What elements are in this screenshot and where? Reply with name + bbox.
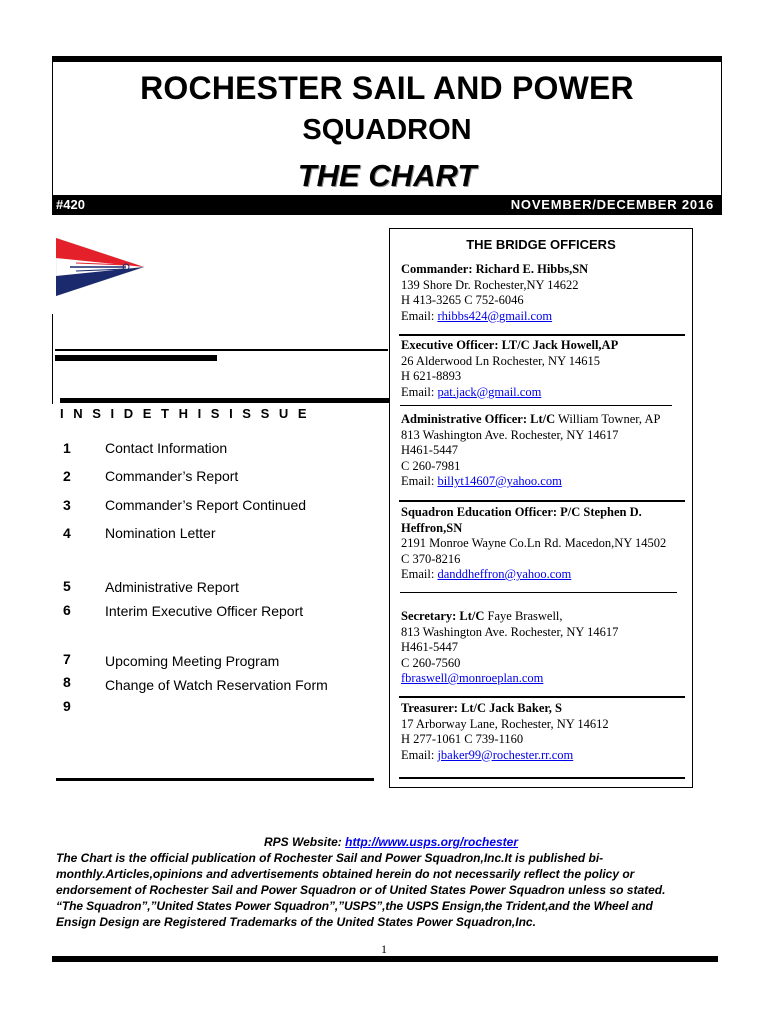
toc-item-label: Change of Watch Reservation Form (105, 677, 328, 693)
bridge-officers-heading: THE BRIDGE OFFICERS (466, 237, 616, 252)
toc-number: 5 (63, 578, 71, 594)
squadron-ensign-logo (56, 236, 146, 298)
website-label: RPS Website: (263, 835, 346, 849)
toc-item-label: Commander’s Report (105, 468, 239, 484)
education-officer-phone: C 370-8216 (401, 551, 461, 566)
secretary-entry (401, 609, 686, 687)
commander-address: 139 Shore Dr. Rochester,NY 14622 (401, 277, 579, 292)
notice-line: endorsement of Rochester Sail and Power Squadron or of United States Power Squadron unless so stated. (56, 883, 666, 897)
secretary-address: 813 Washington Ave. Rochester, NY 14617 (401, 624, 619, 639)
toc-item-label: Commander’s Report Continued (105, 497, 307, 513)
email-label: Email: (401, 567, 438, 581)
treasurer-email-link[interactable]: jbaker99@rochester.rr.com (437, 747, 574, 762)
toc-item-label: Contact Information (105, 440, 228, 456)
secretary-title: Secretary: Lt/C (401, 609, 485, 623)
toc-number: 3 (63, 497, 71, 513)
toc-number: 6 (63, 602, 71, 618)
notice-line: “The Squadron”,”United States Power Squadron”,”USPS”,the USPS Ensign,the Trident,and the Wheel and (56, 899, 653, 913)
issue-date: NOVEMBER/DECEMBER 2016 (510, 197, 714, 212)
sidebar-bottom-rule (56, 778, 374, 781)
administrative-officer-name: William Towner, AP (555, 412, 661, 426)
officer-separator (399, 500, 685, 502)
officer-separator (399, 334, 685, 336)
newsletter-title-line1: ROCHESTER SAIL AND POWER (140, 70, 634, 106)
officer-separator (399, 777, 685, 779)
administrative-officer-email-link[interactable]: billyt14607@yahoo.com (437, 474, 562, 488)
sidebar-rule-1 (55, 349, 388, 351)
executive-officer-address: 26 Alderwood Ln Rochester, NY 14615 (401, 353, 601, 368)
education-officer-email-link[interactable]: danddheffron@yahoo.com (437, 567, 572, 581)
executive-officer-entry (401, 338, 686, 400)
inside-this-issue-heading: I N S I D E T H I S I S S U E (60, 406, 310, 421)
notice-line: The Chart is the official publication of Rochester Sail and Power Squadron,Inc.It is published bi- (56, 851, 604, 865)
bottom-rule (52, 956, 718, 962)
masthead (52, 56, 722, 196)
executive-officer-title: Executive Officer: LT/C Jack Howell,AP (401, 338, 619, 352)
newsletter-name: THE CHART (297, 158, 477, 193)
treasurer-title: Treasurer: Lt/C Jack Baker, S (401, 701, 562, 715)
sidebar-rule-2 (55, 355, 217, 361)
toc-item-label: Interim Executive Officer Report (105, 603, 304, 619)
officer-separator (400, 592, 677, 593)
secretary-cell-phone: C 260-7560 (401, 655, 461, 670)
email-label: Email: (401, 308, 438, 323)
administrative-officer-home-phone: H461-5447 (401, 443, 458, 457)
sidebar-rule-3 (60, 398, 389, 403)
publication-notice (56, 834, 726, 930)
secretary-email-link[interactable]: fbraswell@monroeplan.com (401, 671, 544, 685)
treasurer-entry (401, 701, 686, 763)
toc-number: 7 (63, 651, 71, 667)
toc-item-label: Upcoming Meeting Program (105, 653, 280, 669)
issue-number: #420 (56, 197, 85, 212)
education-officer-address: 2191 Monroe Wayne Co.Ln Rd. Macedon,NY 14502 (401, 536, 667, 550)
toc-item-label: Nomination Letter (105, 525, 216, 541)
commander-phone: H 413-3265 C 752-6046 (401, 293, 524, 307)
commander-title: Commander: Richard E. Hibbs,SN (401, 262, 589, 276)
officer-separator (400, 405, 672, 406)
treasurer-address: 17 Arborway Lane, Rochester, NY 14612 (401, 716, 609, 731)
executive-officer-email-link[interactable]: pat.jack@gmail.com (437, 384, 542, 399)
officer-separator (399, 696, 685, 698)
toc-number: 8 (63, 674, 71, 690)
treasurer-phone: H 277-1061 C 739-1160 (401, 732, 524, 746)
secretary-name: Faye Braswell, (484, 609, 563, 623)
issue-bar (52, 195, 722, 215)
email-label: Email: (401, 474, 438, 488)
toc-item-label: Administrative Report (105, 579, 239, 595)
executive-officer-phone: H 621-8893 (401, 369, 462, 383)
secretary-home-phone: H461-5447 (401, 640, 458, 654)
email-label: Email: (401, 384, 438, 399)
email-label: Email: (401, 747, 438, 762)
education-officer-entry (401, 505, 686, 583)
administrative-officer-entry (401, 412, 686, 490)
sidebar-frame (52, 314, 53, 404)
education-officer-title: Squadron Education Officer: P/C Stephen D. Heffron,SN (401, 505, 642, 535)
commander-email-link[interactable]: rhibbs424@gmail.com (437, 308, 553, 323)
commander-entry (401, 262, 686, 324)
toc-number: 4 (63, 525, 71, 541)
page-number: 1 (381, 942, 387, 956)
administrative-officer-cell-phone: C 260-7981 (401, 458, 461, 473)
administrative-officer-title: Administrative Officer: Lt/C (401, 412, 556, 426)
website-link[interactable]: http://www.usps.org/rochester (345, 835, 519, 849)
notice-line: Ensign Design are Registered Trademarks of the United States Power Squadron,Inc. (56, 915, 536, 929)
administrative-officer-address: 813 Washington Ave. Rochester, NY 14617 (401, 427, 619, 442)
newsletter-title-line2: SQUADRON (302, 114, 472, 146)
notice-line: monthly.Articles,opinions and advertisements obtained herein do not necessarily reflect the policy or (56, 867, 635, 881)
toc-number: 1 (63, 440, 71, 456)
toc-number: 2 (63, 468, 71, 484)
toc-number: 9 (63, 698, 71, 714)
